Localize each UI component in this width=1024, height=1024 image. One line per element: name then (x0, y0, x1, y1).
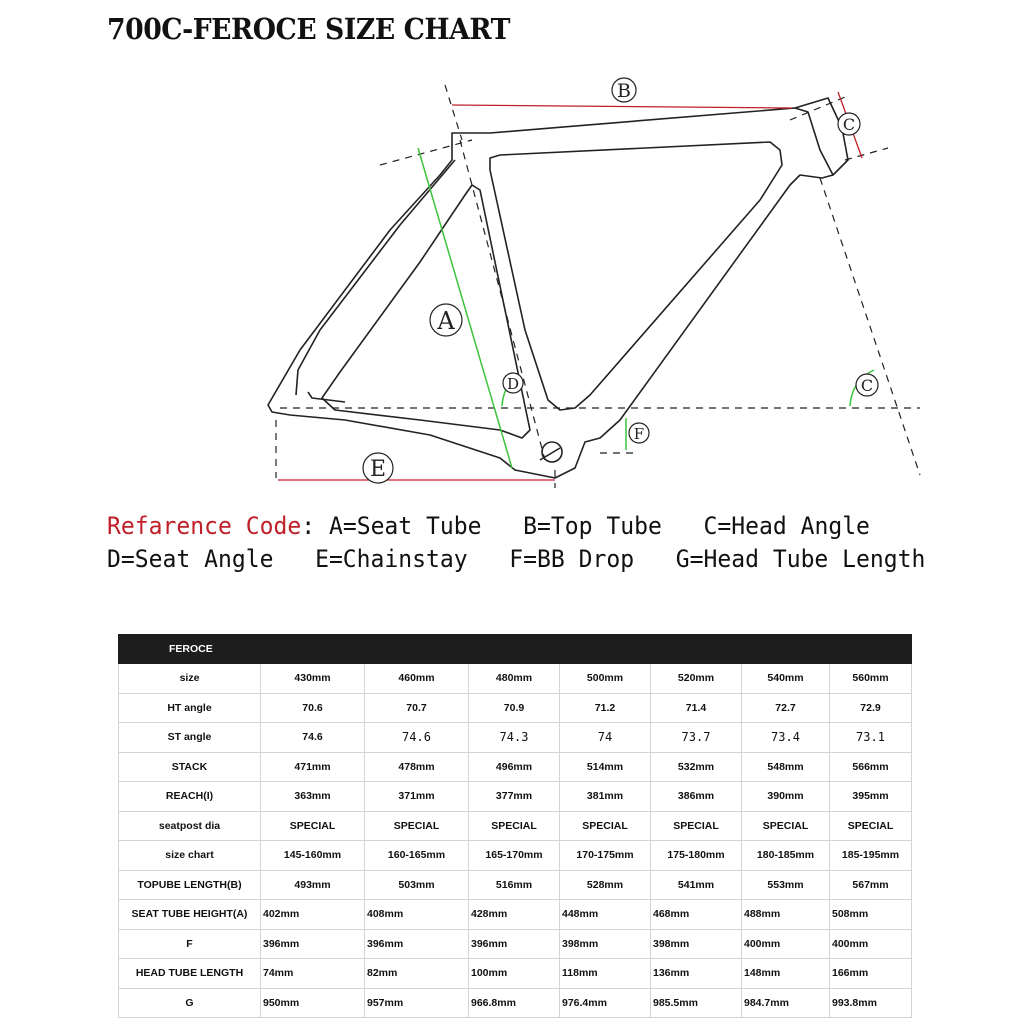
table-cell: SPECIAL (742, 811, 830, 841)
table-row (119, 929, 912, 959)
table-cell: 185-195mm (830, 841, 912, 871)
table-cell: 71.2 (560, 693, 651, 723)
row-label: SEAT TUBE HEIGHT(A) (119, 900, 261, 930)
reference-code-line-1 (107, 512, 870, 540)
table-row (119, 841, 912, 871)
table-cell: 74.3 (469, 723, 560, 753)
table-row (119, 870, 912, 900)
table-cell: 72.7 (742, 693, 830, 723)
table-row (119, 959, 912, 989)
table-cell: 145-160mm (261, 841, 365, 871)
table-cell: 548mm (742, 752, 830, 782)
table-cell: SPECIAL (560, 811, 651, 841)
table-cell: 540mm (742, 664, 830, 694)
table-cell: 70.6 (261, 693, 365, 723)
table-cell: 70.7 (365, 693, 469, 723)
table-cell: 72.9 (830, 693, 912, 723)
table-cell: 396mm (365, 929, 469, 959)
table-cell: 566mm (830, 752, 912, 782)
table-row (119, 664, 912, 694)
svg-text:E: E (369, 457, 387, 482)
row-label: REACH(I) (119, 782, 261, 812)
table-cell: 984.7mm (742, 988, 830, 1018)
table-cell: 957mm (365, 988, 469, 1018)
svg-text:C: C (860, 376, 874, 395)
table-row (119, 988, 912, 1018)
frame-geometry-diagram (0, 0, 1024, 500)
dimension-label-c (838, 113, 860, 135)
row-label: HEAD TUBE LENGTH (119, 959, 261, 989)
frame-outline (268, 98, 848, 478)
dimension-lines (278, 92, 874, 480)
row-label: HT angle (119, 693, 261, 723)
table-cell: 508mm (830, 900, 912, 930)
table-cell: 74.6 (261, 723, 365, 753)
reference-code-text-1: A=Seat Tube B=Top Tube C=Head Angle (315, 512, 870, 540)
table-cell: 165-170mm (469, 841, 560, 871)
table-cell: 950mm (261, 988, 365, 1018)
reference-code-label: Refarence Code (107, 512, 302, 540)
table-cell: 363mm (261, 782, 365, 812)
table-cell: 74.6 (365, 723, 469, 753)
table-cell: 71.4 (651, 693, 742, 723)
table-cell: 496mm (469, 752, 560, 782)
table-cell: 396mm (261, 929, 365, 959)
table-row (119, 900, 912, 930)
table-cell: 480mm (469, 664, 560, 694)
table-cell: 478mm (365, 752, 469, 782)
table-cell: 532mm (651, 752, 742, 782)
table-cell: 371mm (365, 782, 469, 812)
table-cell: 471mm (261, 752, 365, 782)
table-cell: 381mm (560, 782, 651, 812)
table-row (119, 723, 912, 753)
table-cell: 430mm (261, 664, 365, 694)
row-label: TOPUBE LENGTH(B) (119, 870, 261, 900)
table-cell: 398mm (560, 929, 651, 959)
table-cell: 493mm (261, 870, 365, 900)
table-cell: 70.9 (469, 693, 560, 723)
table-cell: 82mm (365, 959, 469, 989)
table-cell: 160-165mm (365, 841, 469, 871)
table-cell: 74 (560, 723, 651, 753)
table-header-row (119, 635, 912, 664)
row-label: STACK (119, 752, 261, 782)
table-cell: 514mm (560, 752, 651, 782)
reference-code-colon: : (301, 512, 316, 540)
table-cell: 166mm (830, 959, 912, 989)
table-row (119, 782, 912, 812)
table-cell: 553mm (742, 870, 830, 900)
table-cell: 398mm (651, 929, 742, 959)
row-label: ST angle (119, 723, 261, 753)
table-cell: 73.4 (742, 723, 830, 753)
table-header: FEROCE (119, 635, 912, 664)
dimension-label-b (612, 78, 636, 102)
table-cell: 73.7 (651, 723, 742, 753)
table-cell: 395mm (830, 782, 912, 812)
svg-text:B: B (617, 80, 631, 102)
table-cell: 386mm (651, 782, 742, 812)
table-cell: 148mm (742, 959, 830, 989)
table-cell: 74mm (261, 959, 365, 989)
table-cell: 567mm (830, 870, 912, 900)
table-cell: 500mm (560, 664, 651, 694)
table-cell: 400mm (830, 929, 912, 959)
table-cell: 468mm (651, 900, 742, 930)
table-cell: 976.4mm (560, 988, 651, 1018)
dimension-label-e (363, 453, 393, 483)
row-label: seatpost dia (119, 811, 261, 841)
table-cell: 966.8mm (469, 988, 560, 1018)
table-cell: 73.1 (830, 723, 912, 753)
table-cell: SPECIAL (261, 811, 365, 841)
reference-code-line-2: D=Seat Angle E=Chainstay F=BB Drop G=Head Tube Length (107, 545, 926, 573)
table-cell: 100mm (469, 959, 560, 989)
table-cell: 118mm (560, 959, 651, 989)
table-cell: 390mm (742, 782, 830, 812)
svg-text:D: D (506, 375, 520, 393)
svg-text:C: C (842, 115, 856, 134)
construction-lines (276, 85, 920, 488)
dimension-label-f (629, 423, 649, 443)
table-cell: 985.5mm (651, 988, 742, 1018)
table-cell: 448mm (560, 900, 651, 930)
row-label: size chart (119, 841, 261, 871)
table-cell: 503mm (365, 870, 469, 900)
row-label: size (119, 664, 261, 694)
table-cell: 170-175mm (560, 841, 651, 871)
table-cell: 400mm (742, 929, 830, 959)
dimension-label-a (430, 304, 462, 336)
table-cell: 428mm (469, 900, 560, 930)
table-cell: 175-180mm (651, 841, 742, 871)
table-cell: 488mm (742, 900, 830, 930)
table-cell: SPECIAL (651, 811, 742, 841)
dimension-label-c-angle (856, 374, 878, 396)
table-row (119, 752, 912, 782)
size-chart-table (118, 634, 912, 1018)
table-cell: 560mm (830, 664, 912, 694)
table-cell: SPECIAL (469, 811, 560, 841)
table-cell: 541mm (651, 870, 742, 900)
table-cell: SPECIAL (830, 811, 912, 841)
dimension-label-d (503, 373, 523, 393)
table-cell: SPECIAL (365, 811, 469, 841)
table-cell: 377mm (469, 782, 560, 812)
table-cell: 520mm (651, 664, 742, 694)
table-row (119, 693, 912, 723)
table-row (119, 811, 912, 841)
table-cell: 408mm (365, 900, 469, 930)
row-label: G (119, 988, 261, 1018)
table-cell: 993.8mm (830, 988, 912, 1018)
table-cell: 516mm (469, 870, 560, 900)
table-cell: 180-185mm (742, 841, 830, 871)
table-cell: 528mm (560, 870, 651, 900)
table-cell: 136mm (651, 959, 742, 989)
svg-text:F: F (633, 425, 645, 443)
row-label: F (119, 929, 261, 959)
table-cell: 402mm (261, 900, 365, 930)
table-cell: 460mm (365, 664, 469, 694)
svg-text:A: A (437, 307, 455, 335)
page-title: 700C-FEROCE SIZE CHART (107, 12, 510, 46)
table-cell: 396mm (469, 929, 560, 959)
